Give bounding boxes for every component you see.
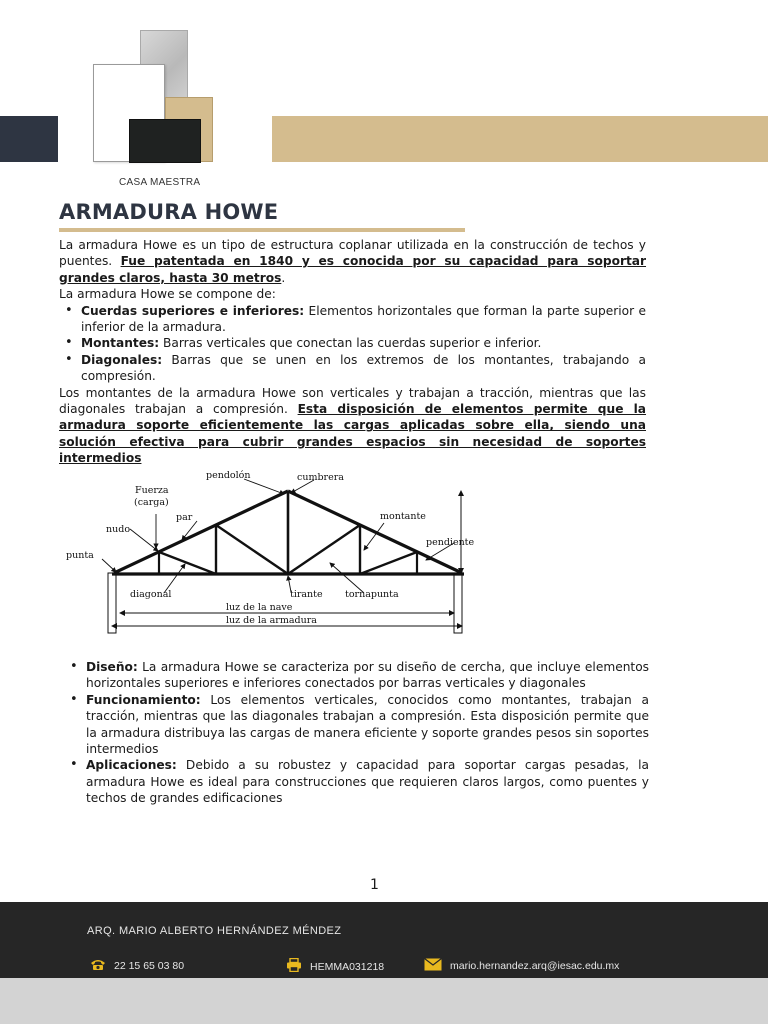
list-item-desc: Barras verticales que conectan las cuerdas superior e inferior. bbox=[159, 336, 542, 351]
label-punta: punta bbox=[66, 550, 94, 561]
label-montante: montante bbox=[380, 511, 426, 522]
email-contact bbox=[424, 958, 619, 974]
label-pendolon: pendolón bbox=[206, 470, 251, 481]
logo-black-block bbox=[129, 119, 201, 163]
label-par: par bbox=[176, 512, 193, 523]
label-tornapunta: tornapunta bbox=[345, 589, 399, 600]
email-address[interactable]: mario.hernandez.arq@iesac.edu.mx bbox=[450, 960, 620, 972]
intro-section bbox=[59, 237, 646, 467]
list-item bbox=[59, 303, 646, 336]
title-underline bbox=[59, 228, 465, 232]
features-list bbox=[64, 659, 649, 807]
list-item-desc: La armadura Howe se caracteriza por su diseño de cercha, que incluye elementos horizontales superiores e inferiores conectados por barras verticales y diagonales bbox=[86, 660, 649, 691]
behavior-text: Los montantes de la armadura Howe son verticales y trabajan a tracción, mientras que las diagonales trabajan a compresión. bbox=[59, 385, 646, 417]
components-list bbox=[59, 303, 646, 385]
intro-text: La armadura Howe es un tipo de estructura coplanar utilizada en la construcción de techos y puentes. bbox=[59, 238, 646, 269]
author-name: ARQ. MARIO ALBERTO HERNÁNDEZ MÉNDEZ bbox=[87, 925, 342, 937]
list-item-term: Diagonales: bbox=[81, 352, 163, 367]
printer-icon bbox=[286, 958, 302, 975]
phone-icon bbox=[90, 958, 106, 974]
footer bbox=[0, 902, 768, 978]
list-item-desc: Los elementos verticales, conocidos como montantes, trabajan a tracción, mientras que las diagonales trabajan a compresión. Esta disposición permite que la armadura distribuya las cargas de manera eficiente y soporte grandes pesos sin soportes intermedios bbox=[86, 692, 649, 757]
page-number: 1 bbox=[370, 877, 379, 893]
list-item-desc: Barras que se unen en los extremos de los montantes, trabajando a compresión. bbox=[81, 352, 646, 384]
page-title: ARMADURA HOWE bbox=[59, 200, 279, 224]
components-lead: La armadura Howe se compone de: bbox=[59, 287, 276, 302]
label-luz-armadura: luz de la armadura bbox=[226, 615, 317, 626]
phone-contact bbox=[90, 958, 184, 974]
label-pendiente: pendiente bbox=[426, 537, 474, 548]
brand-name: CASA MAESTRA bbox=[119, 177, 201, 188]
list-item-term: Diseño: bbox=[86, 660, 138, 674]
list-item bbox=[64, 692, 649, 758]
howe-truss-diagram bbox=[64, 466, 474, 638]
list-item-desc: Elementos horizontales que forman la parte superior e inferior de la armadura. bbox=[81, 303, 646, 335]
list-item bbox=[64, 757, 649, 806]
list-item-term: Montantes: bbox=[81, 336, 160, 351]
intro-highlight: Fue patentada en 1840 y es conocida por su capacidad para soportar grandes claros, hasta 30 metros bbox=[59, 254, 647, 285]
label-fuerza: Fuerza bbox=[135, 485, 169, 496]
label-carga: (carga) bbox=[134, 497, 169, 508]
label-luz-nave: luz de la nave bbox=[226, 602, 293, 613]
mail-icon bbox=[424, 958, 442, 974]
label-diagonal: diagonal bbox=[130, 589, 172, 600]
label-tirante: tirante bbox=[290, 589, 323, 600]
list-item bbox=[64, 659, 649, 692]
list-item-term: Cuerdas superiores e inferiores: bbox=[81, 303, 305, 318]
footer-bottom-band bbox=[0, 978, 768, 1024]
label-nudo: nudo bbox=[106, 524, 131, 535]
phone-number[interactable]: 22 15 65 03 80 bbox=[114, 960, 185, 972]
intro-paragraph bbox=[59, 237, 646, 286]
header-band bbox=[272, 116, 768, 162]
intro-end: . bbox=[281, 270, 286, 285]
list-item-term: Aplicaciones: bbox=[86, 758, 177, 773]
behavior-paragraph bbox=[59, 385, 646, 467]
behavior-highlight: Esta disposición de elementos permite que la armadura soporte eficientemente las cargas aplicadas sobre ella, siendo una solución efectiva para cubrir grandes espacios sin necesidad de soportes intermedios bbox=[59, 402, 647, 466]
rfc-contact bbox=[286, 958, 384, 975]
list-item bbox=[59, 352, 646, 385]
list-item-term: Funcionamiento: bbox=[86, 692, 201, 707]
label-cumbrera: cumbrera bbox=[297, 472, 344, 483]
features-section bbox=[64, 659, 649, 807]
list-item-desc: Debido a su robustez y capacidad para soportar cargas pesadas, la armadura Howe es ideal para construcciones que requieren claros largos, como puentes y techos de grandes edificaciones bbox=[86, 758, 649, 806]
rfc-code: HEMMA031218 bbox=[310, 960, 385, 973]
list-item bbox=[59, 335, 646, 351]
logo-navy-block bbox=[0, 116, 58, 162]
